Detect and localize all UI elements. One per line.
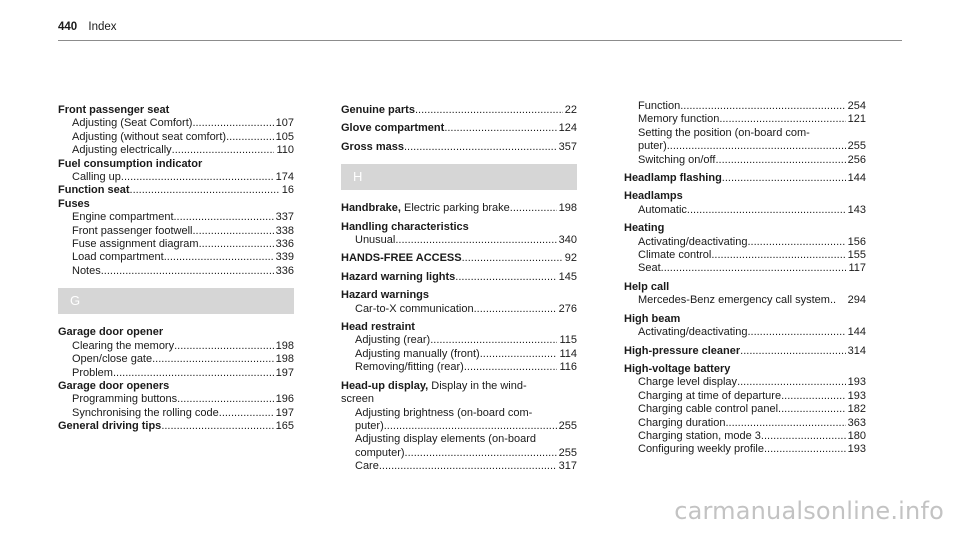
index-entry-help-call <box>624 281 866 308</box>
index-subentry[interactable]: Unusual ..... 340 <box>341 234 577 247</box>
index-subentry[interactable]: Mercedes-Benz emergency call system.. 294 <box>638 294 866 307</box>
index-subentry[interactable]: Adjusting electrically ..... 110 <box>58 144 294 157</box>
index-subentry[interactable]: Charging duration ..... 363 <box>624 417 866 430</box>
index-entry-fuses <box>58 198 294 278</box>
index-entry-handling-characteristics <box>341 221 577 248</box>
index-subentry[interactable]: Removing/fitting (rear) ..... 116 <box>341 361 577 374</box>
page-ref: 336 <box>275 264 294 277</box>
page-number: 440 <box>58 21 78 33</box>
index-entry-high-beam <box>624 313 866 340</box>
entry-heading: Hazard warnings <box>341 289 430 302</box>
index-entry-general-driving-tips[interactable]: General driving tips ..... 165 <box>58 420 294 433</box>
section-letter-h: H <box>341 164 577 190</box>
index-entry-hazard-warnings <box>341 289 577 316</box>
index-subentry-line: Adjusting brightness (on-board com- <box>355 406 533 419</box>
page-ref: 121 <box>847 113 866 126</box>
index-subentry[interactable]: puter) ..... 255 <box>341 420 577 433</box>
page-ref: 16 <box>281 184 294 197</box>
page-ref: 196 <box>275 393 294 406</box>
page-ref: 254 <box>847 100 866 112</box>
index-subentry[interactable]: Switching on/off ..... 256 <box>624 154 866 167</box>
index-subentry[interactable]: Charging station, mode 3 ..... 180 <box>624 430 866 443</box>
index-subentry[interactable]: Load compartment ..... 339 <box>58 251 294 264</box>
entry-heading: Head restraint <box>341 321 415 334</box>
page-ref: 143 <box>847 203 866 216</box>
entry-heading: Garage door openers <box>58 379 170 392</box>
index-subentry[interactable]: Synchronising the rolling code ..... 197 <box>58 407 294 420</box>
index-subentry[interactable]: Car-to-X communication ..... 276 <box>341 303 577 316</box>
index-entry-handbrake[interactable]: Handbrake, Electric parking brake ..... 198 <box>341 202 577 215</box>
entry-heading: Front passenger seat <box>58 104 170 116</box>
index-subentry[interactable]: Notes ..... 336 <box>58 265 294 278</box>
page-ref: 114 <box>559 347 577 360</box>
entry-heading-continued: screen <box>341 393 375 406</box>
index-column-1 <box>58 104 294 434</box>
index-subentry[interactable]: Function ..... 254 <box>624 100 866 113</box>
entry-heading: Heating <box>624 222 665 235</box>
entry-heading: Head-up display, Display in the wind- <box>341 379 527 392</box>
index-column-3 <box>624 100 866 457</box>
page-ref: 92 <box>564 252 577 265</box>
page-ref: 193 <box>847 443 866 456</box>
page-ref: 276 <box>558 302 577 315</box>
index-column-2 <box>341 104 577 474</box>
index-subentry[interactable]: Engine compartment ..... 337 <box>58 211 294 224</box>
page-ref: 105 <box>275 130 294 143</box>
entry-heading: High beam <box>624 312 681 325</box>
index-entry-high-voltage-battery <box>624 363 866 457</box>
page-ref: 193 <box>847 389 866 402</box>
index-entry-head-up-display <box>341 380 577 474</box>
entry-heading: Headlamps <box>624 190 683 203</box>
index-entry-function-seat[interactable]: Function seat ..... 16 <box>58 184 294 197</box>
index-subentry-line: Adjusting display elements (on-board <box>355 433 536 446</box>
index-subentry[interactable]: Adjusting manually (front) ..... 114 <box>341 348 577 361</box>
index-entry-genuine-parts[interactable]: Genuine parts ..... 22 <box>341 104 577 117</box>
page-ref: 156 <box>847 235 866 248</box>
index-subentry[interactable]: Adjusting (Seat Comfort) ..... 107 <box>58 117 294 130</box>
page-ref: 338 <box>275 224 294 237</box>
page-ref: 110 <box>276 144 294 157</box>
index-subentry[interactable]: Charging at time of departure ..... 193 <box>624 390 866 403</box>
index-entry-head-restraint <box>341 321 577 375</box>
page-ref: 124 <box>558 122 577 135</box>
page-ref: 256 <box>847 153 866 166</box>
page-ref: 145 <box>558 270 577 283</box>
page-ref: 314 <box>847 344 866 357</box>
index-entry-fuel-consumption-indicator <box>58 158 294 185</box>
page-ref: 198 <box>558 202 577 215</box>
page-header <box>58 21 117 37</box>
page-ref: 255 <box>558 419 577 432</box>
section-letter-g: G <box>58 288 294 314</box>
index-subentry[interactable]: Care ..... 317 <box>341 460 577 473</box>
index-subentry[interactable]: Activating/deactivating ..... 144 <box>624 326 866 339</box>
page-ref: 255 <box>847 140 866 153</box>
page-ref: 197 <box>275 366 294 379</box>
entry-heading: Garage door opener <box>58 326 164 339</box>
index-subentry[interactable]: Automatic ..... 143 <box>624 204 866 217</box>
index-entry-headlamp-flashing[interactable]: Headlamp flashing ..... 144 <box>624 172 866 185</box>
index-entry-heating <box>624 222 866 276</box>
index-subentry[interactable]: Configuring weekly profile ..... 193 <box>624 443 866 456</box>
index-subentry[interactable]: Seat ..... 117 <box>624 262 866 275</box>
index-entry-hands-free-access[interactable]: HANDS-FREE ACCESS ..... 92 <box>341 252 577 265</box>
index-entry-hazard-warning-lights[interactable]: Hazard warning lights ..... 145 <box>341 271 577 284</box>
index-entry-high-pressure-cleaner[interactable]: High-pressure cleaner ..... 314 <box>624 345 866 358</box>
index-subentry[interactable]: Charging cable control panel ..... 182 <box>624 403 866 416</box>
index-subentry[interactable]: Front passenger footwell ..... 338 <box>58 225 294 238</box>
page-ref: 198 <box>275 353 294 366</box>
index-entry-gross-mass[interactable]: Gross mass ..... 357 <box>341 141 577 154</box>
page-ref: 197 <box>275 406 294 419</box>
page-ref: 294 <box>847 294 866 307</box>
page-ref: 115 <box>559 334 577 347</box>
entry-heading: Fuel consumption indicator <box>58 157 203 170</box>
page-ref: 22 <box>564 104 577 116</box>
entry-heading: Fuses <box>58 197 90 210</box>
index-subentry[interactable]: Problem ..... 197 <box>58 367 294 380</box>
page-ref: 357 <box>558 140 577 153</box>
index-subentry[interactable]: Charge level display ..... 193 <box>624 376 866 389</box>
index-entry-glove-compartment[interactable]: Glove compartment ..... 124 <box>341 122 577 135</box>
page-ref: 144 <box>847 326 866 339</box>
watermark: carmanualsonline.info <box>674 497 944 525</box>
index-subentry[interactable]: computer) ..... 255 <box>341 447 577 460</box>
index-subentry[interactable]: Programming buttons ..... 196 <box>58 393 294 406</box>
index-entry-front-passenger-seat <box>58 104 294 158</box>
page-ref: 155 <box>847 249 866 262</box>
page-ref: 255 <box>558 446 577 459</box>
entry-heading: Help call <box>624 280 670 293</box>
header-divider <box>58 40 902 41</box>
index-subentry[interactable]: Calling up ..... 174 <box>58 171 294 184</box>
page-ref: 174 <box>275 171 294 184</box>
index-subentry[interactable]: Adjusting (without seat comfort) ..... 105 <box>58 131 294 144</box>
index-entry-garage-door-opener <box>58 326 294 380</box>
index-subentry[interactable]: Open/close gate ..... 198 <box>58 353 294 366</box>
index-subentry[interactable]: puter) ..... 255 <box>624 140 866 153</box>
page-ref: 317 <box>558 460 577 473</box>
index-subentry[interactable]: Climate control ..... 155 <box>624 249 866 262</box>
page-ref: 336 <box>275 238 294 251</box>
page-ref: 165 <box>275 420 294 433</box>
page-ref: 116 <box>559 361 577 374</box>
index-entry-headlamps <box>624 190 866 217</box>
page-ref: 193 <box>847 376 866 389</box>
page-ref: 144 <box>847 172 866 185</box>
page-ref: 363 <box>847 416 866 429</box>
page-ref: 340 <box>558 234 577 247</box>
index-entry-garage-door-openers <box>58 380 294 420</box>
page-ref: 180 <box>847 429 866 442</box>
page-ref: 182 <box>847 403 866 416</box>
index-subentry[interactable]: Adjusting (rear) ..... 115 <box>341 334 577 347</box>
page-ref: 337 <box>275 211 294 224</box>
section-name: Index <box>88 21 117 33</box>
entry-heading: Handling characteristics <box>341 220 469 233</box>
index-subentry-line: Setting the position (on-board com- <box>638 126 810 139</box>
index-subentry[interactable]: Memory function ..... 121 <box>624 113 866 126</box>
page-ref: 107 <box>275 117 294 130</box>
index-subentry[interactable]: Fuse assignment diagram ..... 336 <box>58 238 294 251</box>
page-ref: 339 <box>275 251 294 264</box>
page-ref: 198 <box>275 339 294 352</box>
entry-heading: High-voltage battery <box>624 362 731 375</box>
index-subentry[interactable]: Clearing the memory ..... 198 <box>58 340 294 353</box>
page-ref: 117 <box>848 262 866 275</box>
index-subentry[interactable]: Activating/deactivating ..... 156 <box>624 236 866 249</box>
